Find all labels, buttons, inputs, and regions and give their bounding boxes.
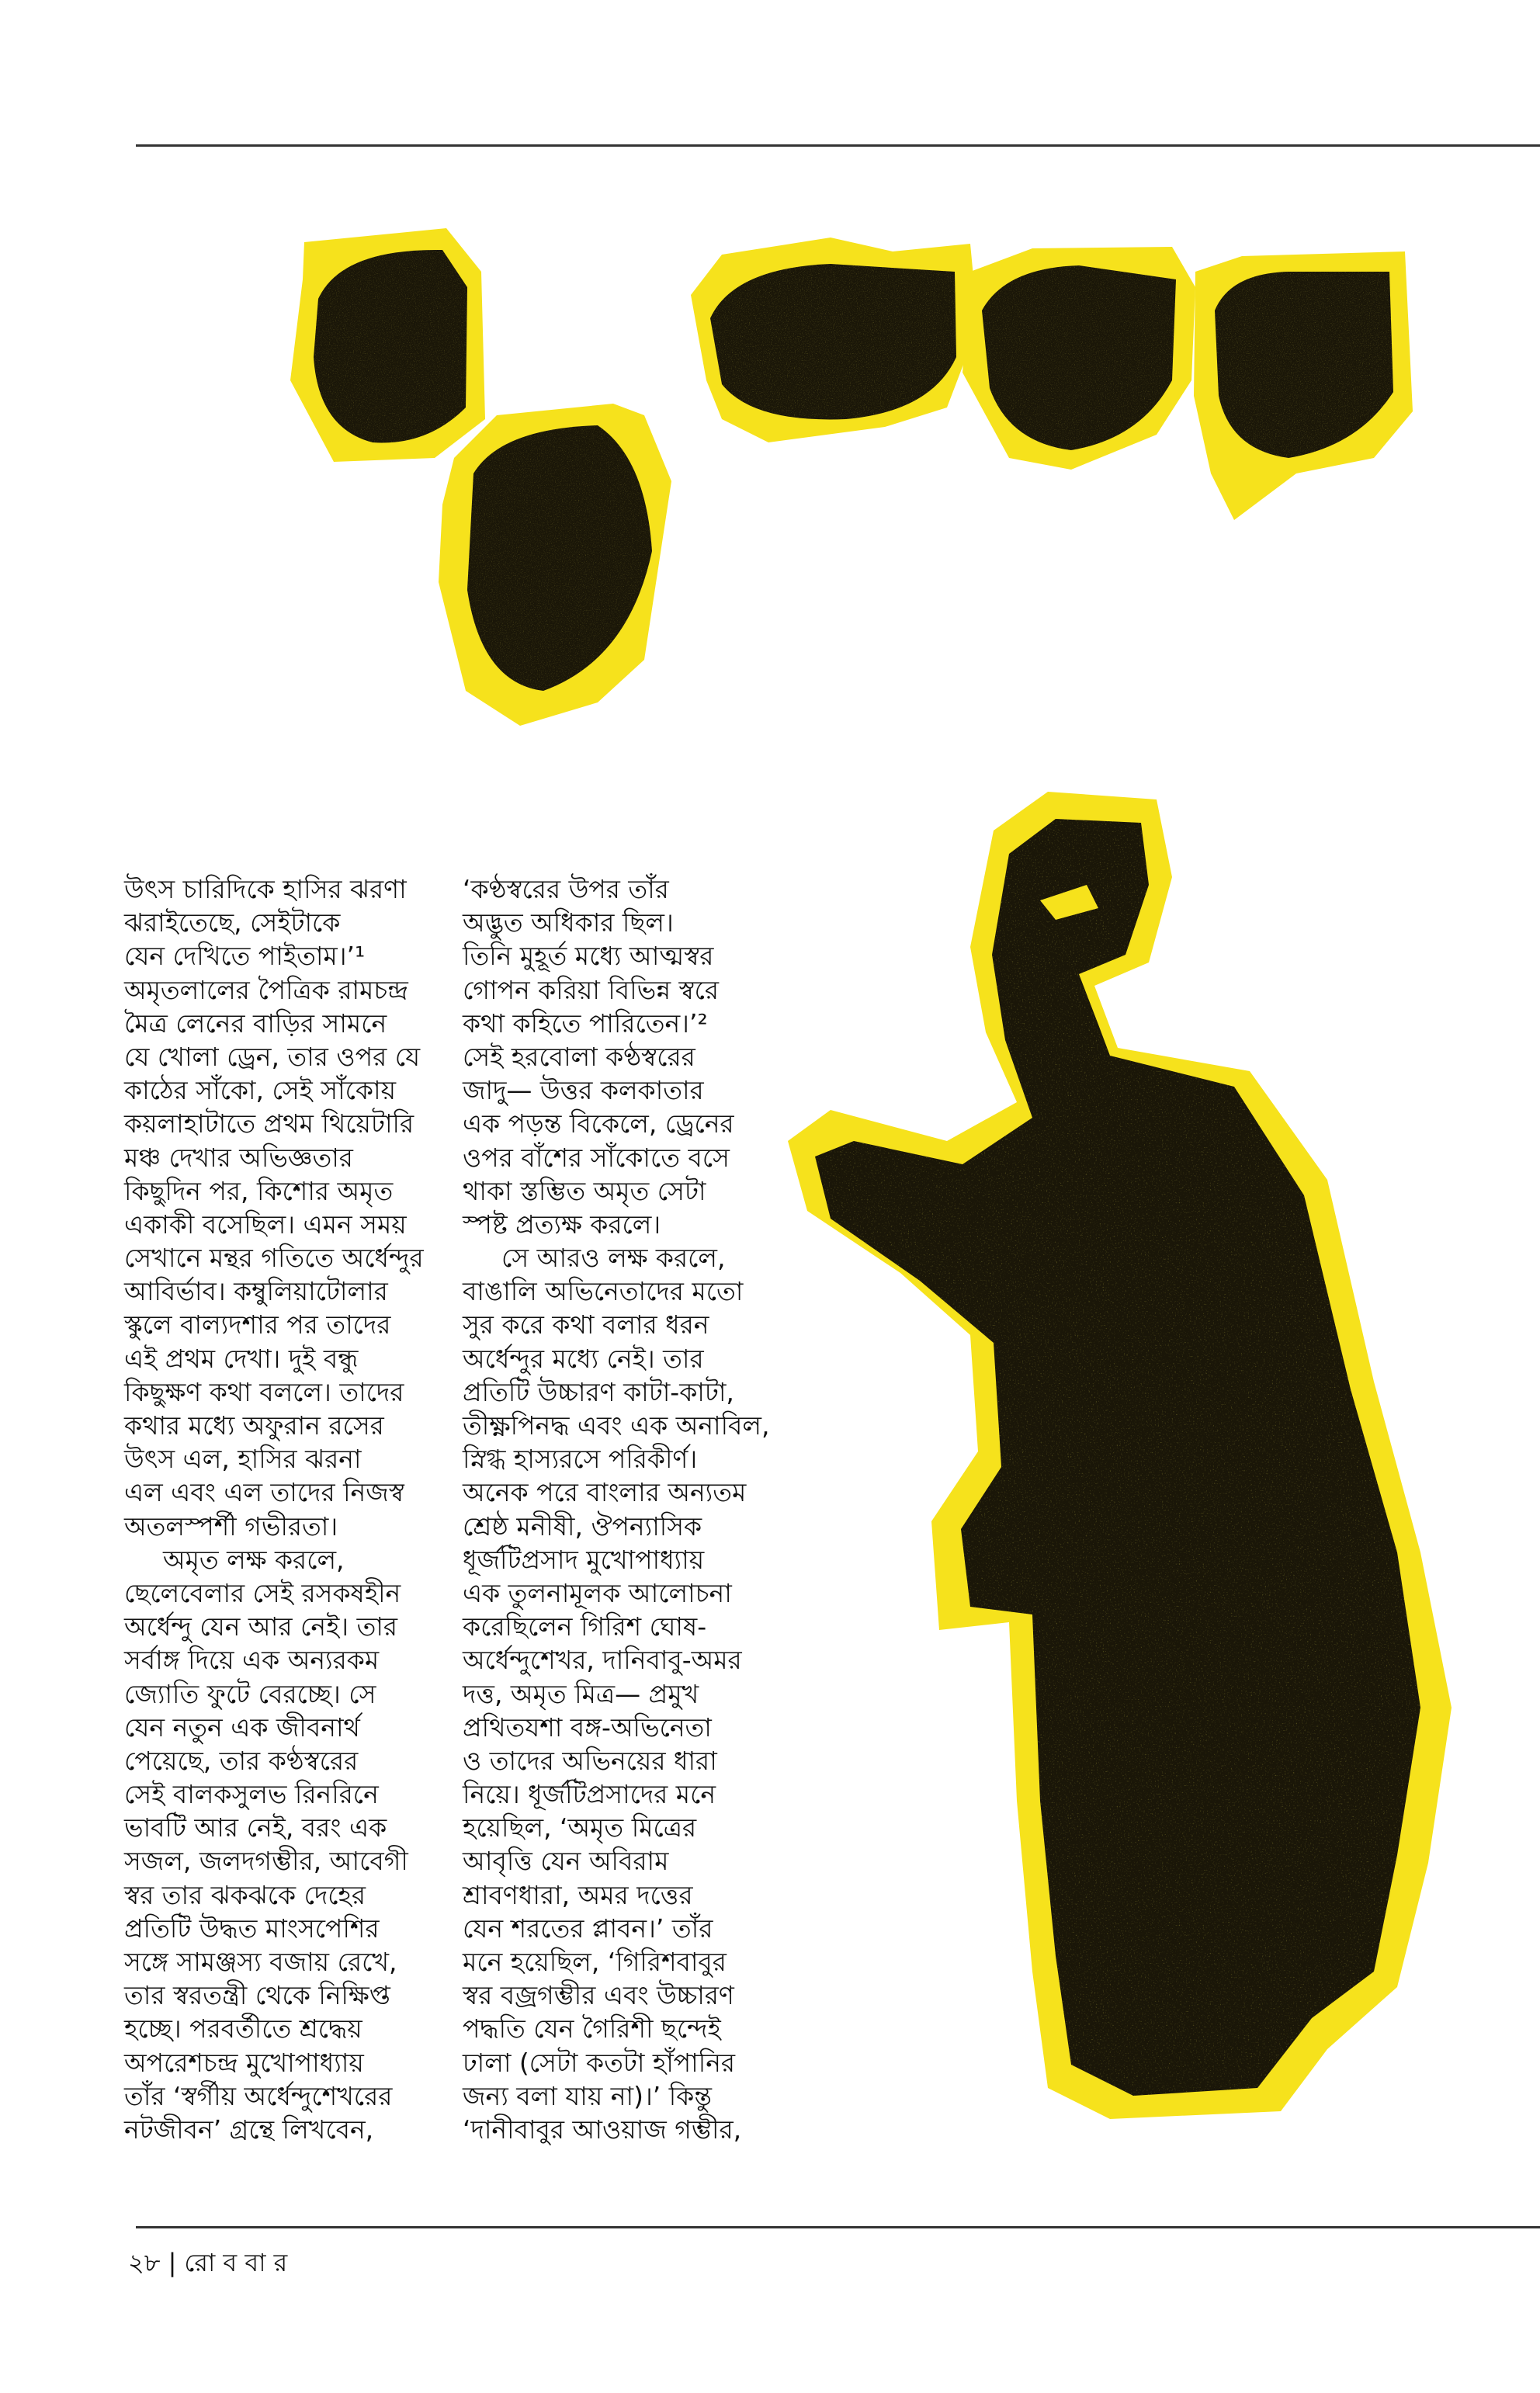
- text-line: তিনি মুহূর্ত মধ্যে আত্মস্বর: [463, 941, 714, 972]
- text-line: প্রথিতযশা বঙ্গ-অভিনেতা: [463, 1712, 712, 1743]
- text-line: এই প্রথম দেখা। দুই বন্ধু: [124, 1343, 359, 1374]
- pointing-man-silhouette-illustration: [784, 776, 1514, 2158]
- stamp-shape-4: [962, 247, 1195, 470]
- text-line: সজল, জলদগম্ভীর, আবেগী: [124, 1846, 408, 1877]
- text-line: ওপর বাঁশের সাঁকোতে বসে: [463, 1142, 730, 1173]
- footer-separator: |: [168, 2248, 177, 2277]
- text-line: কথা কহিতে পারিতেন।’²: [463, 1007, 708, 1039]
- text-line: আবৃত্তি যেন অবিরাম: [463, 1846, 669, 1877]
- text-line: বাঙালি অভিনেতাদের মতো: [463, 1276, 744, 1307]
- text-line: পেয়েছে, তার কণ্ঠস্বরের: [124, 1745, 359, 1776]
- text-line: হয়েছিল, ‘অমৃত মিত্রের: [463, 1812, 697, 1843]
- text-line: সঙ্গে সামঞ্জস্য বজায় রেখে,: [124, 1947, 397, 1977]
- text-line: গোপন করিয়া বিভিন্ন স্বরে: [463, 974, 720, 1005]
- top-rule: [136, 144, 1540, 147]
- text-line: কাঠের সাঁকো, সেই সাঁকোয়: [124, 1075, 397, 1106]
- text-line: অর্ধেন্দুর মধ্যে নেই। তার: [463, 1343, 704, 1374]
- text-line: কয়লাহাটাতে প্রথম থিয়েটারি: [124, 1108, 414, 1139]
- text-line: অতলস্পর্শী গভীরতা।: [124, 1510, 338, 1542]
- text-line: মনে হয়েছিল, ‘গিরিশবাবুর: [463, 1947, 727, 1977]
- text-line: ছেলেবেলার সেই রসকষহীন: [124, 1577, 401, 1608]
- text-line: জাদু— উত্তর কলকাতার: [463, 1075, 704, 1106]
- text-line: প্রতিটি উচ্চারণ কাটা-কাটা,: [463, 1376, 734, 1407]
- text-line: তার স্বরতন্ত্রী থেকে নিক্ষিপ্ত: [124, 1980, 390, 2011]
- text-line: ‘দানীবাবুর আওয়াজ গম্ভীর,: [463, 2114, 742, 2145]
- text-line: মৈত্র লেনের বাড়ির সামনে: [124, 1007, 387, 1039]
- text-line: অনেক পরে বাংলার অন্যতম: [463, 1477, 747, 1508]
- text-line: জ্যোতি ফুটে বেরচ্ছে। সে: [124, 1678, 376, 1709]
- text-line: অর্ধেন্দুশেখর, দানিবাবু-অমর: [463, 1645, 742, 1676]
- text-line: ‘কণ্ঠস্বরের উপর তাঁর: [463, 874, 669, 904]
- text-line: কিছুক্ষণ কথা বললে। তাদের: [124, 1376, 404, 1407]
- text-line: যেন দেখিতে পাইতাম।’¹: [124, 941, 366, 972]
- text-line: এক পড়ন্ত বিকেলে, ড্রেনের: [463, 1108, 734, 1139]
- text-line: যে খোলা ড্রেন, তার ওপর যে: [124, 1041, 421, 1072]
- text-line: অমৃত লক্ষ করলে,: [163, 1544, 345, 1575]
- text-line: করেছিলেন গিরিশ ঘোষ-: [463, 1611, 707, 1642]
- text-line: উৎস এল, হাসির ঝরনা: [124, 1444, 362, 1475]
- article-column-left: [124, 872, 431, 2146]
- text-line: স্বর তার ঝকঝকে দেহের: [124, 1879, 366, 1910]
- text-line: থাকা স্তম্ভিত অমৃত সেটা: [463, 1175, 706, 1206]
- text-line: তাঁর ‘স্বর্গীয় অর্ধেন্দুশেখরের: [124, 2080, 393, 2111]
- text-line: প্রতিটি উদ্ধত মাংসপেশির: [124, 1913, 380, 1944]
- text-line: অদ্ভুত অধিকার ছিল।: [463, 907, 674, 938]
- bottom-rule: [136, 2226, 1540, 2228]
- text-line: স্নিগ্ধ হাস্যরসে পরিকীর্ণ।: [463, 1444, 698, 1475]
- text-line: কিছুদিন পর, কিশোর অমৃত: [124, 1175, 394, 1206]
- stamp-shape-1: [290, 228, 485, 462]
- text-line: শ্রেষ্ঠ মনীষী, ঔপন্যাসিক: [463, 1510, 702, 1542]
- text-line: সুর করে কথা বলার ধরন: [463, 1309, 709, 1340]
- stamp-shape-5: [1194, 251, 1413, 520]
- text-line: ও তাদের অভিনয়ের ধারা: [463, 1745, 717, 1776]
- text-line: দত্ত, অমৃত মিত্র— প্রমুখ: [463, 1678, 699, 1709]
- text-line: এক তুলনামূলক আলোচনা: [463, 1577, 732, 1608]
- text-line: স্বর বজ্রগম্ভীর এবং উচ্চারণ: [463, 1980, 734, 2011]
- text-line: ভাবটি আর নেই, বরং এক: [124, 1812, 387, 1843]
- text-line: উৎস চারিদিকে হাসির ঝরণা: [124, 874, 407, 904]
- text-line: নটজীবন’ গ্রন্থে লিখবেন,: [124, 2114, 374, 2145]
- text-line: কথার মধ্যে অফুরান রসের: [124, 1410, 384, 1441]
- text-line: সেই বালকসুলভ রিনরিনে: [124, 1779, 379, 1810]
- text-line: স্কুলে বাল্যদশার পর তাদের: [124, 1309, 391, 1340]
- text-line: ধূর্জটিপ্রসাদ মুখোপাধ্যায়: [463, 1544, 705, 1575]
- stamp-shape-3: [691, 238, 978, 442]
- text-line: যেন শরতের প্লাবন।’ তাঁর: [463, 1913, 713, 1944]
- stamp-shape-2: [439, 404, 671, 726]
- text-line: সেই হরবোলা কণ্ঠস্বরের: [463, 1041, 695, 1072]
- text-line: একাকী বসেছিল। এমন সময়: [124, 1209, 407, 1240]
- text-line: যেন নতুন এক জীবনার্থ: [124, 1712, 360, 1743]
- article-column-middle: [463, 872, 773, 2146]
- text-line: অর্ধেন্দু যেন আর নেই। তার: [124, 1611, 398, 1642]
- text-line: অপরেশচন্দ্র মুখোপাধ্যায়: [124, 2047, 364, 2078]
- text-line: সর্বাঙ্গ দিয়ে এক অন্যরকম: [124, 1645, 380, 1676]
- text-line: সেখানে মন্থর গতিতে অর্ধেন্দুর: [124, 1243, 424, 1274]
- text-line: নিয়ে। ধূর্জটিপ্রসাদের মনে: [463, 1779, 716, 1810]
- text-line: পদ্ধতি যেন গৈরিশী ছন্দেই: [463, 2013, 721, 2044]
- stamped-shapes-illustration: [287, 225, 1413, 737]
- text-line: জন্য বলা যায় না)।’ কিন্তু: [463, 2080, 712, 2111]
- text-line: ঝরাইতেছে, সেইটাকে: [124, 907, 341, 938]
- magazine-name: রো ব বা র: [184, 2248, 288, 2277]
- text-line: আবির্ভাব। কম্বুলিয়াটোলার: [124, 1276, 388, 1307]
- text-line: স্পষ্ট প্রত্যক্ষ করলে।: [463, 1209, 661, 1240]
- page-number: ২৮: [128, 2248, 161, 2277]
- text-line: শ্রাবণধারা, অমর দত্তের: [463, 1879, 693, 1910]
- text-line: সে আরও লক্ষ করলে,: [501, 1243, 726, 1274]
- text-line: ঢালা (সেটা কতটা হাঁপানির: [463, 2047, 736, 2078]
- text-line: তীক্ষ্ণপিনদ্ধ এবং এক অনাবিল,: [463, 1410, 770, 1441]
- page-footer: [128, 2243, 287, 2285]
- text-line: এল এবং এল তাদের নিজস্ব: [124, 1477, 404, 1508]
- text-line: হচ্ছে। পরবর্তীতে শ্রদ্ধেয়: [124, 2013, 362, 2044]
- text-line: মঞ্চ দেখার অভিজ্ঞতার: [124, 1142, 353, 1173]
- text-line: অমৃতলালের পৈত্রিক রামচন্দ্র: [124, 974, 408, 1005]
